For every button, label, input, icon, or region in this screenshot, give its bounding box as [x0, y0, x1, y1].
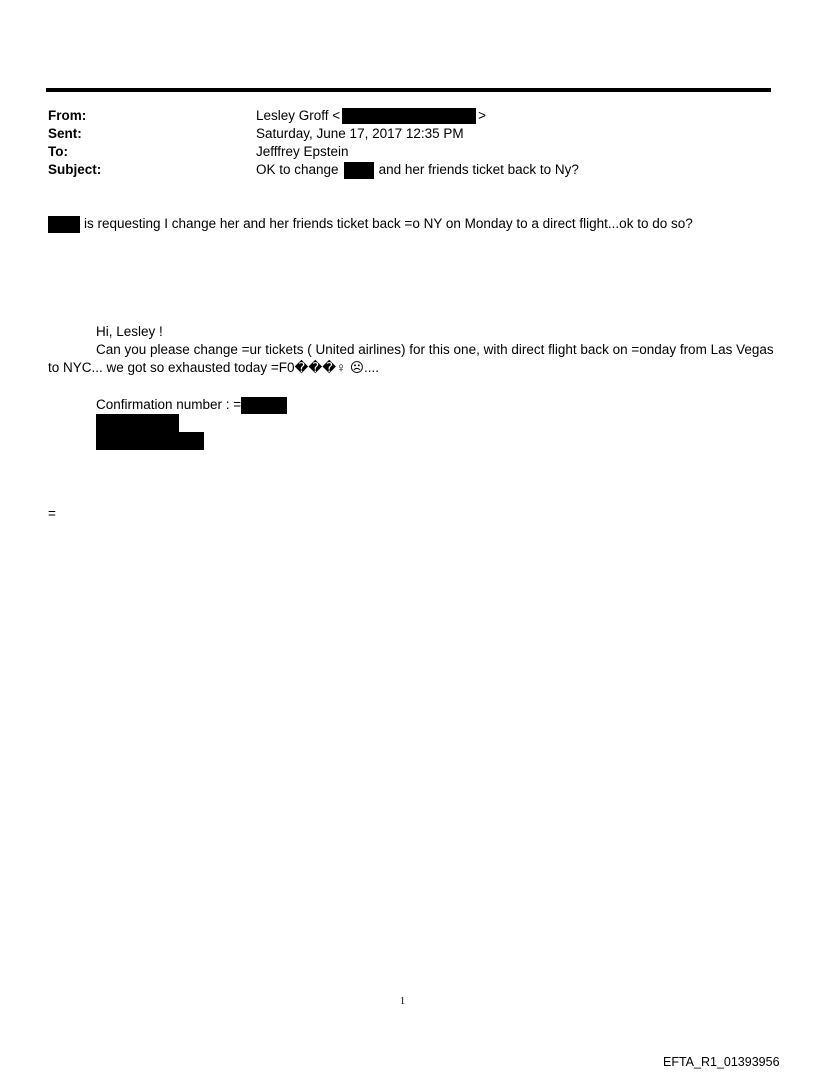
- page-number: 1: [400, 996, 405, 1007]
- to-label: To:: [48, 144, 68, 159]
- subject-label: Subject:: [48, 162, 102, 177]
- from-row: [48, 107, 579, 125]
- document-id: EFTA_R1_01393956: [663, 1055, 780, 1069]
- from-close: >: [478, 108, 487, 123]
- email-header: [48, 107, 579, 179]
- message-paragraph: [48, 215, 693, 233]
- sent-row: [48, 125, 579, 143]
- subject-row: [48, 161, 579, 179]
- subject-pre: OK to change: [256, 162, 339, 177]
- header-rule: [46, 88, 771, 92]
- quoted-greeting: Hi, Lesley !: [96, 324, 163, 339]
- redaction-block-2: [96, 432, 204, 450]
- message-text: is requesting I change her and her friends ticket back =o NY on Monday to a direct flight...ok to do so?: [84, 216, 693, 231]
- redaction-subject-name: [344, 162, 374, 179]
- quoted-request-line-2: to NYC... we got so exhausted today =F0���♀ ☹....: [48, 360, 379, 375]
- confirmation-label: Confirmation number : =: [96, 397, 242, 412]
- subject-post: and her friends ticket back to Ny?: [378, 162, 579, 177]
- redaction-confirmation-number: [241, 397, 287, 414]
- redaction-from-email: [342, 108, 476, 124]
- confirmation-line: [96, 396, 287, 414]
- trailing-equals: =: [48, 506, 56, 521]
- from-name: Lesley Groff <: [256, 108, 341, 123]
- redaction-block-1: [96, 414, 179, 432]
- sent-label: Sent:: [48, 126, 82, 141]
- from-label: From:: [48, 108, 87, 123]
- to-value: Jefffrey Epstein: [256, 144, 349, 159]
- quoted-request-line-1: Can you please change =ur tickets ( United airlines) for this one, with direct flight back on =onday from Las Vegas: [96, 342, 774, 357]
- sent-value: Saturday, June 17, 2017 12:35 PM: [256, 126, 464, 141]
- redaction-name: [48, 216, 80, 233]
- to-row: [48, 143, 579, 161]
